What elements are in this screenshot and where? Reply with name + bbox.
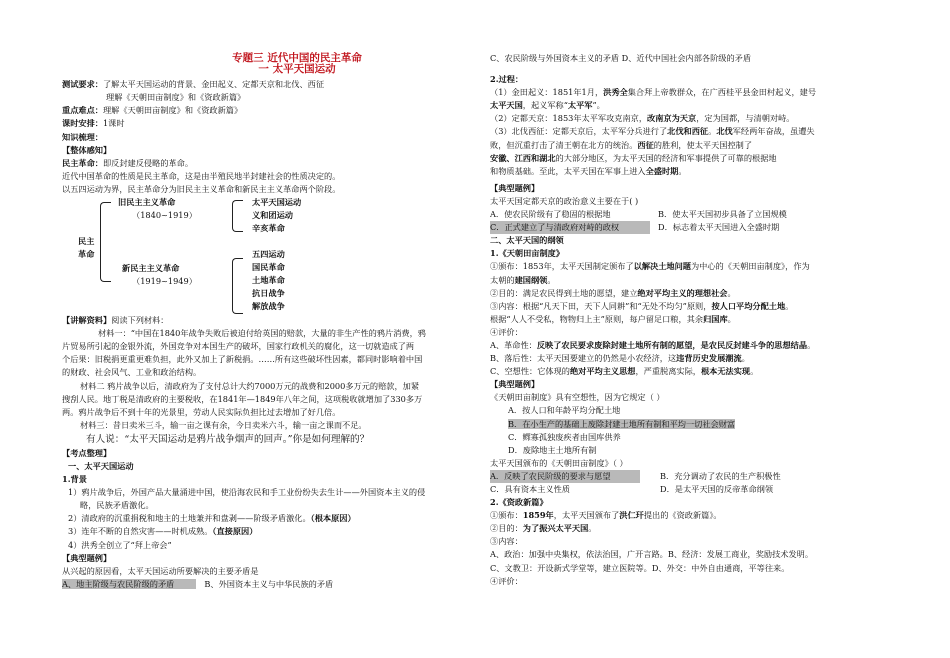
option-a: A．使农民阶级有了稳固的根据地 — [490, 209, 611, 220]
overall-heading: 【整体感知】 — [62, 144, 112, 155]
diagram-root: 革命 — [78, 249, 95, 260]
option-c: C．具有资本主义性质 — [490, 484, 570, 494]
content-line: ①颁布：1859年，太平天国颁布了洪仁玕提出的《资政新篇》。 — [490, 510, 722, 521]
revolution-diagram — [62, 196, 472, 314]
answer-options — [490, 483, 895, 496]
background-line: 2）清政府的沉重捐税和地主的土地兼并和盘剥——阶级矛盾激化。（根本原因） — [68, 513, 356, 524]
process-line: （2）定都天京：1853年太平军攻克南京，改南京为天京，定为国都，与清朝对峙。 — [490, 113, 795, 124]
content-line: A、政治：加强中央集权，依法治国，广开言路。B、经济：发展工商业，奖励技术发明。 — [490, 549, 814, 560]
answer-options — [490, 221, 895, 234]
question-text: 《天朝田亩制度》具有空想性，因为它规定（ ） — [490, 392, 665, 403]
test-requirement-2: 理解《天朝田亩制度》和《资政新篇》 — [106, 92, 246, 103]
diagram-item: 抗日战争 — [252, 288, 285, 299]
topic-title: 专题三 近代中国的民主革命 — [232, 52, 362, 64]
typical-example-heading: 【典型题例】 — [490, 379, 540, 390]
background-line: 3）连年不断的自然灾害——时机成熟。（直接原因） — [68, 526, 258, 537]
brace — [232, 258, 243, 314]
background-heading: 1.背景 — [62, 474, 87, 485]
new-years: （1919~1949） — [132, 276, 197, 287]
background-line: 4）洪秀全创立了“拜上帝会” — [68, 539, 172, 550]
material-line: 片贸易所引起的金银外流，外国竞争对本国生产的破坏，国家行政机关的腐化，这一切就造成了两 — [62, 341, 415, 352]
option-d: D．是太平天国的反帝革命纲领 — [660, 484, 774, 494]
material-line: 的财政、社会风气、工业和政治结构。 — [62, 367, 202, 378]
knowledge-review: 知识梳理： — [62, 131, 103, 142]
question-text: 从兴起的原因看，太平天国运动所要解决的主要矛盾是 — [62, 565, 259, 576]
option-a: A、地主阶级与农民阶级的矛盾 — [62, 579, 196, 589]
content-line: 太朝的建国纲领。 — [490, 274, 556, 285]
content-line: C、空想性：它体现的绝对平均主义思想，严重脱离实际，根本无法实现。 — [490, 366, 759, 377]
subsection-heading: 2.《资政新篇》 — [490, 497, 548, 508]
answer-options — [62, 578, 472, 591]
diagram-item: 土地革命 — [252, 275, 285, 286]
democratic-revolution-def: 民主革命：即反封建反侵略的革命。 — [62, 157, 194, 168]
option-b: B．使太平天国初步具备了立国规模 — [658, 209, 787, 220]
content-line: ②目的：为了振兴太平天国。 — [490, 523, 597, 534]
diagram-item: 义和团运动 — [252, 210, 293, 221]
content-line: C、文教卫：开设新式学堂等，建立医院等。D、外交：中外自由通商，平等往来。 — [490, 562, 790, 573]
old-years: （1840~1919） — [132, 210, 197, 221]
key-points: 重点难点：理解《天朝田亩制度》和《资政新篇》 — [62, 105, 243, 116]
diagram-item: 五四运动 — [252, 249, 285, 260]
content-line: B、落后性：太平天国要建立的仍然是小农经济，这违背历史发展潮流。 — [490, 353, 750, 364]
right-column — [490, 0, 895, 588]
time-arrangement: 课时安排：1课时 — [62, 118, 125, 129]
text-line: 近代中国革命的性质是民主革命，这是由半殖民地半封建社会的性质决定的。 — [62, 170, 341, 181]
content-line: 根据“人人不受私，物物归上主”原则，每户留足口粮，其余归国库。 — [490, 313, 736, 324]
material-line: 个后果：旧税捐更重更难负担，此外又加上了新税捐。……所有这些破坏性因素，都同时影响着中国 — [62, 354, 423, 365]
content-line: ③内容：根据“凡天下田，天下人同耕”和“无处不均匀”原则，按人口平均分配土地。 — [490, 300, 794, 311]
section-heading: 二、太平天国的纲领 — [490, 235, 564, 246]
content-line: ④评价： — [490, 575, 523, 586]
process-line: 败，但沉重打击了清王朝在北方的统治。西征的胜利，使太平天国控制了 — [490, 139, 753, 150]
material-line: 材料三：昔日卖米三斗，输一亩之课有余，今日卖米六斗，输一亩之课而不足。 — [80, 419, 367, 430]
diagram-item: 辛亥革命 — [252, 223, 285, 234]
content-line: A、革命性：反映了农民要求废除封建土地所有制的愿望，是农民反封建斗争的思想结晶。 — [490, 339, 816, 350]
process-line: 安徽、江西和湖北的大部分地区，为太平天国的经济和军事提供了可靠的根据地 — [490, 152, 777, 163]
content-line: ④评价： — [490, 326, 523, 337]
process-line: （3）北伐西征：定都天京后，太平军分兵进行了北伐和西征。北伐军经两年奋战，虽遭失 — [490, 126, 815, 137]
material-line: 搜刮人民。地丁税是清政府的主要税收，在1841年—1849年八年之间，这项税收就增加了330多万 — [62, 393, 423, 404]
material-line: 材料一：“中国在1840年战争失败后被迫付给英国的赔款，大量的非生产性的鸦片消费，鸦 — [98, 328, 426, 339]
option-cd: C、农民阶级与外国资本主义的矛盾 D、近代中国社会内部各阶级的矛盾 — [490, 53, 752, 63]
material-line: 两。鸦片战争后不到十年的光景里，劳动人民实际负担比过去增加了好几倍。 — [62, 406, 341, 417]
subsection-heading: 1.《天朝田亩制度》 — [490, 248, 565, 259]
option-c: C．正式建立了与清政府对峙的政权 — [490, 221, 650, 234]
option-b: B、外国资本主义与中华民族的矛盾 — [204, 578, 334, 589]
brace — [232, 200, 243, 232]
old-democratic-label: 旧民主主义革命 — [118, 197, 176, 208]
question-text: 太平天国颁布的《天朝田亩制度》（ ） — [490, 457, 628, 468]
diagram-item: 国民革命 — [252, 262, 285, 273]
process-line: 太平天国，起义军称“太平军”。 — [490, 100, 605, 111]
process-line: （1）金田起义：1851年1月，洪秀全集合拜上帝教群众，在广西桂平县金田村起义，建号 — [490, 87, 817, 98]
section-heading: 一、太平天国运动 — [68, 460, 134, 471]
material-line: 材料二 鸦片战争以后，清政府为了支付总计大约7000万元的战费和2000多万元的赔款，加紧 — [80, 380, 420, 391]
content-line: ①颁布：1853年，太平天国制定颁布了以解决土地问题为中心的《天朝田亩制度》，作为 — [490, 261, 810, 272]
background-line: 1）鸦片战争后，外国产品大量涌进中国，使沿海农民和手工业份纷失去生计——外国资本主义的侵 — [68, 487, 426, 498]
typical-example-heading: 【典型题例】 — [62, 552, 112, 563]
diagram-root: 民主 — [78, 236, 95, 247]
option-c: C．鳏寡孤独废疾者由国库供养 — [508, 431, 621, 442]
lesson-title: 一 太平天国运动 — [258, 63, 336, 76]
content-line: ②目的：满足农民得到土地的愿望，建立绝对平均主义的理想社会。 — [490, 287, 736, 298]
question-text: 太平天国定都天京的政治意义主要在于( ) — [490, 195, 639, 206]
option-d: D．废除地主土地所有制 — [508, 444, 597, 455]
material-heading: 【讲解资料】阅读下列材料： — [62, 315, 169, 326]
diagram-item: 太平天国运动 — [252, 197, 302, 208]
answer-options — [490, 208, 895, 221]
test-requirement: 测试要求：了解太平天国运动的背景、金田起义、定都天京和北伐、西征 — [62, 79, 325, 90]
content-line: ③内容： — [490, 536, 523, 547]
diagram-item: 解放战争 — [252, 301, 285, 312]
typical-example-heading: 【典型题例】 — [490, 182, 540, 193]
exam-heading: 【考点整理】 — [62, 447, 112, 458]
option-a: A．按人口和年龄平均分配土地 — [508, 405, 621, 416]
option-b: B．在小生产的基础上废除封建土地所有制和平均一切社会财富 — [508, 418, 736, 429]
option-a: A．反映了农民阶级的要求与愿望 — [490, 470, 640, 483]
text-line: 以五四运动为界，民主革命分为旧民主主义革命和新民主主义革命两个阶段。 — [62, 183, 341, 194]
option-b: B．充分调动了农民的生产积极性 — [660, 470, 781, 481]
brace — [100, 202, 111, 282]
process-heading: 2.过程： — [490, 74, 524, 85]
option-d: D．标志着太平天国进入全盛时期 — [658, 222, 780, 233]
background-line: 略，民族矛盾激化。 — [80, 500, 154, 511]
new-democratic-label: 新民主主义革命 — [122, 263, 180, 274]
answer-options — [490, 470, 895, 483]
question-line: 有人说：“太平天国运动是鸦片战争烟声的回声。”你是如何理解的？ — [86, 433, 370, 445]
left-column — [62, 0, 472, 591]
process-line: 和物质基础。至此，太平天国在军事上进入全盛时期。 — [490, 165, 687, 176]
